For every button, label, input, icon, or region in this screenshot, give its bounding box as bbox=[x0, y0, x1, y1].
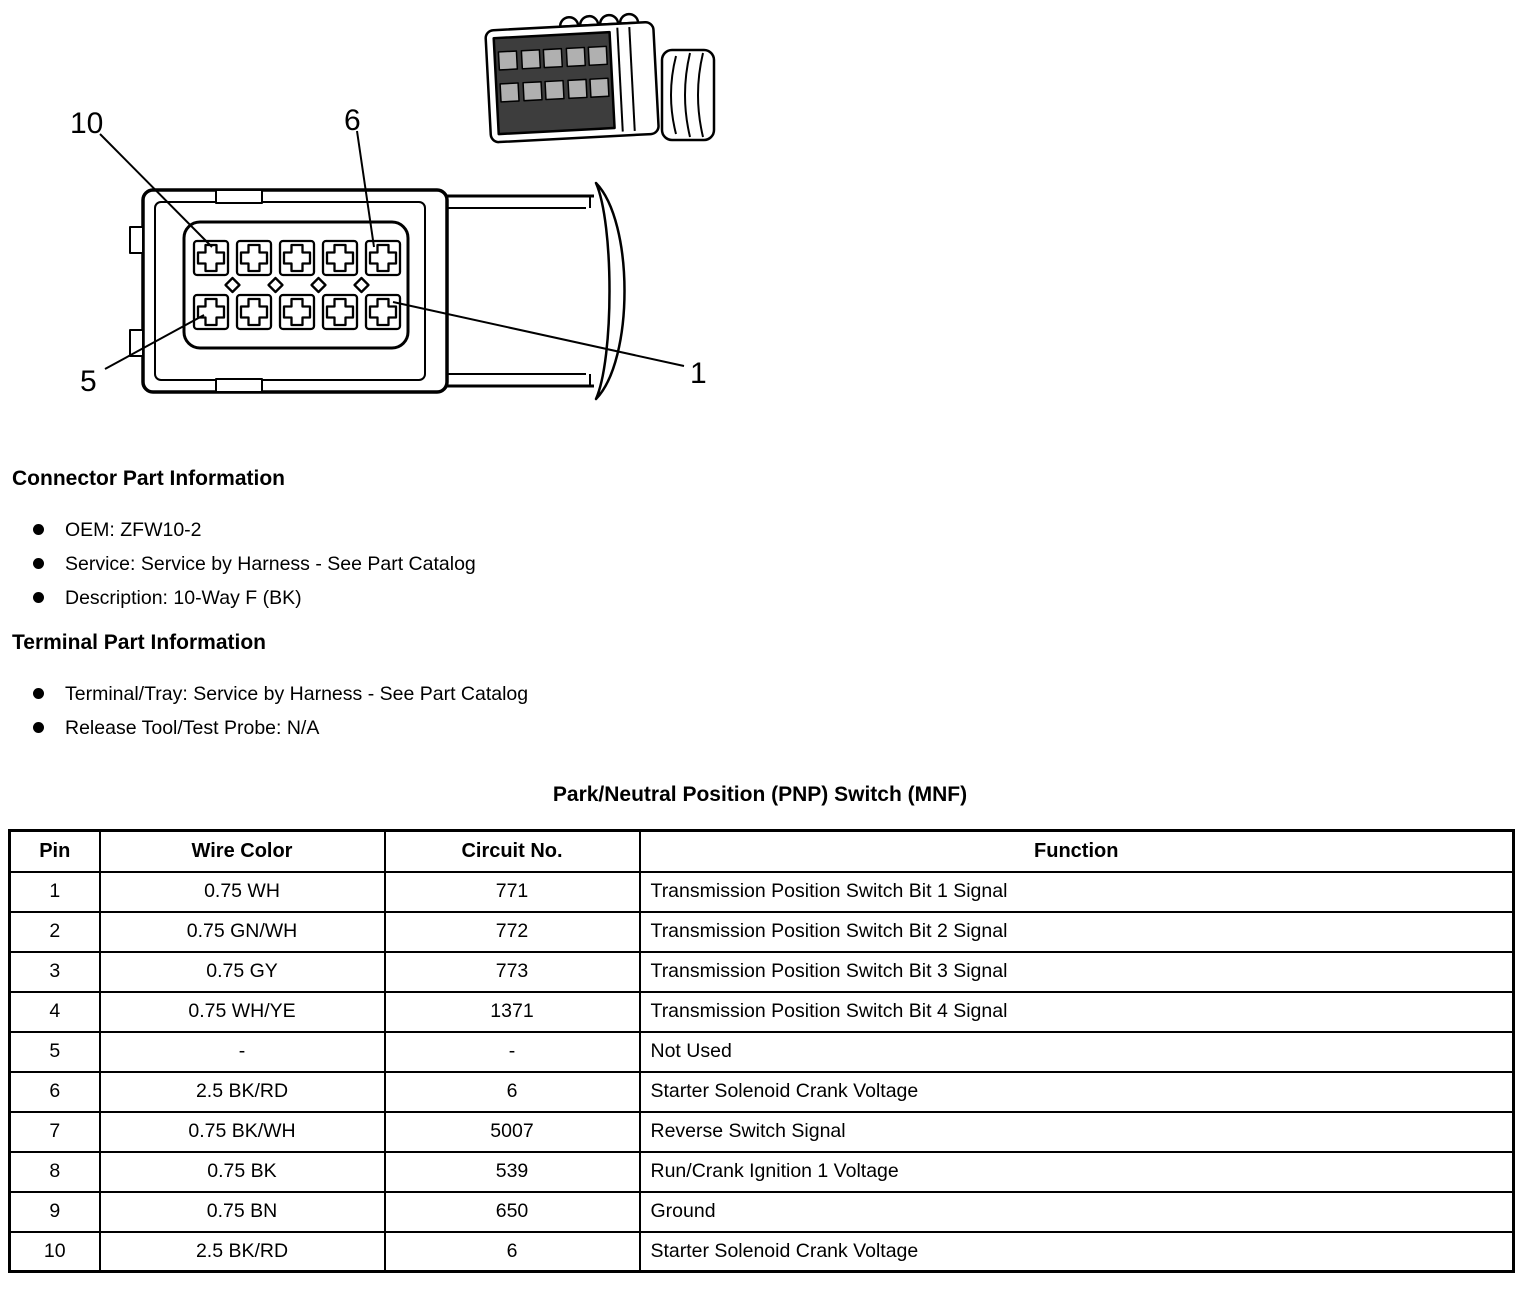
pin-cell: 6 bbox=[10, 1072, 100, 1112]
table-row bbox=[10, 992, 1514, 1032]
column-header-pin: Pin bbox=[10, 831, 100, 872]
function-cell: Reverse Switch Signal bbox=[640, 1112, 1514, 1152]
callout-label-pin5: 5 bbox=[80, 365, 97, 398]
pin-cell: 8 bbox=[10, 1152, 100, 1192]
circuit-no-cell: 5007 bbox=[385, 1112, 640, 1152]
pin-cell: 4 bbox=[10, 992, 100, 1032]
wire-color-cell: - bbox=[100, 1032, 385, 1072]
list-item-terminal-tray: Terminal/Tray: Service by Harness - See Part Catalog bbox=[0, 677, 1520, 711]
function-cell: Run/Crank Ignition 1 Voltage bbox=[640, 1152, 1514, 1192]
connector-lock-clip bbox=[662, 50, 714, 140]
table-header bbox=[10, 831, 1514, 872]
function-cell: Ground bbox=[640, 1192, 1514, 1232]
pin-cavity-9 bbox=[237, 241, 271, 275]
pin-cell: 10 bbox=[10, 1232, 100, 1272]
connector-part-info-list bbox=[0, 513, 1520, 615]
list-item-release-tool: Release Tool/Test Probe: N/A bbox=[0, 711, 1520, 745]
column-header-circuit-no: Circuit No. bbox=[385, 831, 640, 872]
pin-cell: 9 bbox=[10, 1192, 100, 1232]
pnp-table-body bbox=[10, 872, 1514, 1272]
function-cell: Transmission Position Switch Bit 3 Signal bbox=[640, 952, 1514, 992]
function-cell: Transmission Position Switch Bit 4 Signal bbox=[640, 992, 1514, 1032]
pin-cavity-4 bbox=[237, 295, 271, 329]
wire-color-cell: 0.75 BN bbox=[100, 1192, 385, 1232]
pin-cavity-1 bbox=[366, 295, 400, 329]
function-cell: Transmission Position Switch Bit 1 Signal bbox=[640, 872, 1514, 912]
function-cell: Starter Solenoid Crank Voltage bbox=[640, 1072, 1514, 1112]
pin-cavity-7 bbox=[323, 241, 357, 275]
table-title: Park/Neutral Position (PNP) Switch (MNF) bbox=[552, 783, 968, 806]
table-row bbox=[10, 1192, 1514, 1232]
pin-cavity-8 bbox=[280, 241, 314, 275]
wire-color-cell: 0.75 WH/YE bbox=[100, 992, 385, 1032]
list-item-service: Service: Service by Harness - See Part Catalog bbox=[0, 547, 1520, 581]
pin-cell: 5 bbox=[10, 1032, 100, 1072]
terminal-part-info-heading: Terminal Part Information bbox=[12, 631, 266, 654]
pin-cavity-5 bbox=[194, 295, 228, 329]
terminal-part-info-list bbox=[0, 677, 1520, 745]
circuit-no-cell: 771 bbox=[385, 872, 640, 912]
connector-3d-view bbox=[485, 13, 659, 143]
pin-cavity-2 bbox=[323, 295, 357, 329]
table-row bbox=[10, 1072, 1514, 1112]
wire-color-cell: 0.75 WH bbox=[100, 872, 385, 912]
connector-part-info-heading: Connector Part Information bbox=[12, 467, 286, 490]
table-row bbox=[10, 1232, 1514, 1272]
table-row bbox=[10, 1032, 1514, 1072]
wire-color-cell: 0.75 GY bbox=[100, 952, 385, 992]
table-row bbox=[10, 952, 1514, 992]
table-row bbox=[10, 1152, 1514, 1192]
list-item-description: Description: 10-Way F (BK) bbox=[0, 581, 1520, 615]
connector-diagram-svg bbox=[0, 0, 740, 415]
connector-diagram bbox=[0, 0, 1520, 415]
column-header-wire-color: Wire Color bbox=[100, 831, 385, 872]
circuit-no-cell: 773 bbox=[385, 952, 640, 992]
circuit-no-cell: 539 bbox=[385, 1152, 640, 1192]
pin-cell: 2 bbox=[10, 912, 100, 952]
wire-color-cell: 0.75 GN/WH bbox=[100, 912, 385, 952]
function-cell: Transmission Position Switch Bit 2 Signal bbox=[640, 912, 1514, 952]
pin-cell: 7 bbox=[10, 1112, 100, 1152]
wire-color-cell: 0.75 BK bbox=[100, 1152, 385, 1192]
table-row bbox=[10, 872, 1514, 912]
function-cell: Not Used bbox=[640, 1032, 1514, 1072]
table-header-row bbox=[10, 831, 1514, 872]
table-row bbox=[10, 912, 1514, 952]
pin-cell: 1 bbox=[10, 872, 100, 912]
pin-cell: 3 bbox=[10, 952, 100, 992]
pnp-switch-table bbox=[8, 829, 1515, 1273]
wire-color-cell: 0.75 BK/WH bbox=[100, 1112, 385, 1152]
function-cell: Starter Solenoid Crank Voltage bbox=[640, 1232, 1514, 1272]
wire-color-cell: 2.5 BK/RD bbox=[100, 1072, 385, 1112]
list-item-oem: OEM: ZFW10-2 bbox=[0, 513, 1520, 547]
circuit-no-cell: 772 bbox=[385, 912, 640, 952]
circuit-no-cell: 1371 bbox=[385, 992, 640, 1032]
connector-face-view bbox=[130, 183, 625, 399]
circuit-no-cell: - bbox=[385, 1032, 640, 1072]
circuit-no-cell: 6 bbox=[385, 1072, 640, 1112]
pin-cavity-6 bbox=[366, 241, 400, 275]
circuit-no-cell: 6 bbox=[385, 1232, 640, 1272]
callout-label-pin1: 1 bbox=[690, 357, 707, 390]
circuit-no-cell: 650 bbox=[385, 1192, 640, 1232]
wire-color-cell: 2.5 BK/RD bbox=[100, 1232, 385, 1272]
pin-cavity-3 bbox=[280, 295, 314, 329]
column-header-function: Function bbox=[640, 831, 1514, 872]
callout-label-pin10: 10 bbox=[70, 107, 104, 140]
table-row bbox=[10, 1112, 1514, 1152]
callout-label-pin6: 6 bbox=[344, 104, 361, 137]
